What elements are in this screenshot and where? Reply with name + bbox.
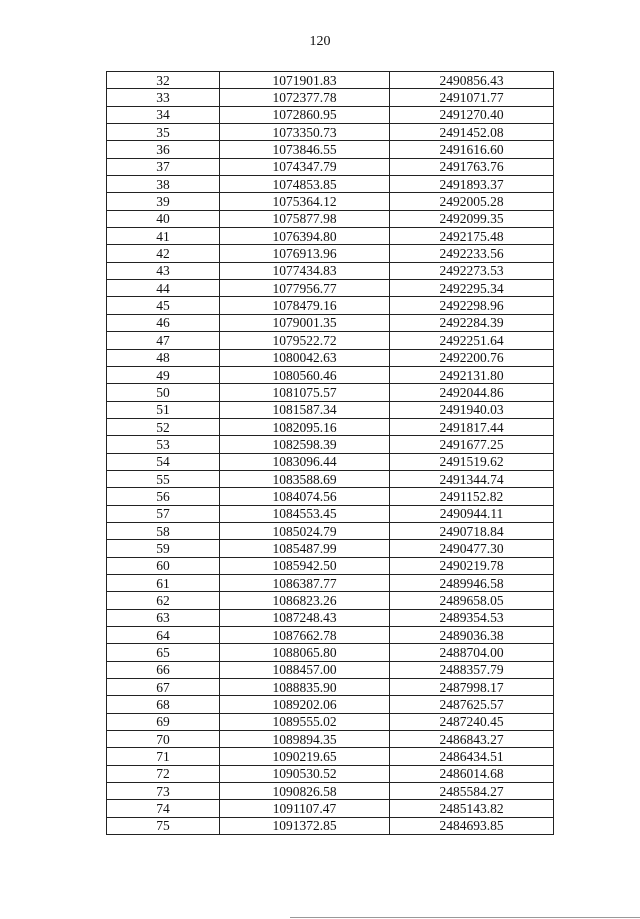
point-number-cell: 38: [107, 176, 220, 193]
y-coordinate-cell: 2490718.84: [390, 522, 554, 539]
point-number-cell: 50: [107, 384, 220, 401]
point-number-cell: 40: [107, 210, 220, 227]
point-number-cell: 34: [107, 106, 220, 123]
y-coordinate-cell: 2492273.53: [390, 262, 554, 279]
y-coordinate-cell: 2492284.39: [390, 314, 554, 331]
x-coordinate-cell: 1075877.98: [220, 210, 390, 227]
x-coordinate-cell: 1073846.55: [220, 141, 390, 158]
table-row: [107, 609, 554, 626]
table-row: [107, 280, 554, 297]
point-number-cell: 46: [107, 314, 220, 331]
y-coordinate-cell: 2491817.44: [390, 418, 554, 435]
x-coordinate-cell: 1087248.43: [220, 609, 390, 626]
y-coordinate-cell: 2492175.48: [390, 228, 554, 245]
table-row: [107, 505, 554, 522]
y-coordinate-cell: 2487998.17: [390, 679, 554, 696]
y-coordinate-cell: 2492298.96: [390, 297, 554, 314]
x-coordinate-cell: 1090219.65: [220, 748, 390, 765]
y-coordinate-cell: 2491616.60: [390, 141, 554, 158]
x-coordinate-cell: 1076913.96: [220, 245, 390, 262]
point-number-cell: 59: [107, 540, 220, 557]
y-coordinate-cell: 2484693.85: [390, 817, 554, 834]
y-coordinate-cell: 2492233.56: [390, 245, 554, 262]
point-number-cell: 74: [107, 800, 220, 817]
y-coordinate-cell: 2491270.40: [390, 106, 554, 123]
y-coordinate-cell: 2486434.51: [390, 748, 554, 765]
point-number-cell: 65: [107, 644, 220, 661]
point-number-cell: 61: [107, 574, 220, 591]
x-coordinate-cell: 1089894.35: [220, 731, 390, 748]
x-coordinate-cell: 1076394.80: [220, 228, 390, 245]
point-number-cell: 51: [107, 401, 220, 418]
point-number-cell: 55: [107, 470, 220, 487]
point-number-cell: 45: [107, 297, 220, 314]
point-number-cell: 57: [107, 505, 220, 522]
point-number-cell: 56: [107, 488, 220, 505]
x-coordinate-cell: 1077956.77: [220, 280, 390, 297]
x-coordinate-cell: 1082598.39: [220, 436, 390, 453]
table-row: [107, 765, 554, 782]
y-coordinate-cell: 2492200.76: [390, 349, 554, 366]
table-row: [107, 314, 554, 331]
table-row: [107, 713, 554, 730]
point-number-cell: 60: [107, 557, 220, 574]
table-row: [107, 817, 554, 834]
x-coordinate-cell: 1088065.80: [220, 644, 390, 661]
y-coordinate-cell: 2487240.45: [390, 713, 554, 730]
point-number-cell: 36: [107, 141, 220, 158]
x-coordinate-cell: 1074347.79: [220, 158, 390, 175]
y-coordinate-cell: 2491519.62: [390, 453, 554, 470]
y-coordinate-cell: 2491071.77: [390, 89, 554, 106]
y-coordinate-cell: 2488704.00: [390, 644, 554, 661]
point-number-cell: 43: [107, 262, 220, 279]
x-coordinate-cell: 1083096.44: [220, 453, 390, 470]
table-row: [107, 158, 554, 175]
y-coordinate-cell: 2489946.58: [390, 574, 554, 591]
x-coordinate-cell: 1072860.95: [220, 106, 390, 123]
y-coordinate-cell: 2491344.74: [390, 470, 554, 487]
x-coordinate-cell: 1078479.16: [220, 297, 390, 314]
table-row: [107, 332, 554, 349]
y-coordinate-cell: 2486843.27: [390, 731, 554, 748]
table-row: [107, 557, 554, 574]
x-coordinate-cell: 1084553.45: [220, 505, 390, 522]
y-coordinate-cell: 2492005.28: [390, 193, 554, 210]
y-coordinate-cell: 2486014.68: [390, 765, 554, 782]
y-coordinate-cell: 2487625.57: [390, 696, 554, 713]
table-row: [107, 124, 554, 141]
point-number-cell: 68: [107, 696, 220, 713]
x-coordinate-cell: 1090826.58: [220, 783, 390, 800]
x-coordinate-cell: 1072377.78: [220, 89, 390, 106]
y-coordinate-cell: 2492044.86: [390, 384, 554, 401]
table-row: [107, 297, 554, 314]
y-coordinate-cell: 2492131.80: [390, 366, 554, 383]
table-row: [107, 731, 554, 748]
y-coordinate-cell: 2492099.35: [390, 210, 554, 227]
point-number-cell: 47: [107, 332, 220, 349]
point-number-cell: 72: [107, 765, 220, 782]
y-coordinate-cell: 2491452.08: [390, 124, 554, 141]
table-row: [107, 696, 554, 713]
x-coordinate-cell: 1086823.26: [220, 592, 390, 609]
table-row: [107, 72, 554, 89]
point-number-cell: 64: [107, 627, 220, 644]
y-coordinate-cell: 2491763.76: [390, 158, 554, 175]
table-row: [107, 644, 554, 661]
y-coordinate-cell: 2485584.27: [390, 783, 554, 800]
point-number-cell: 33: [107, 89, 220, 106]
point-number-cell: 37: [107, 158, 220, 175]
page-number: 120: [309, 34, 331, 49]
bottom-rule: [290, 917, 640, 918]
table-row: [107, 401, 554, 418]
point-number-cell: 58: [107, 522, 220, 539]
x-coordinate-cell: 1086387.77: [220, 574, 390, 591]
y-coordinate-cell: 2489658.05: [390, 592, 554, 609]
x-coordinate-cell: 1080560.46: [220, 366, 390, 383]
coordinates-table: [106, 71, 554, 835]
y-coordinate-cell: 2492295.34: [390, 280, 554, 297]
x-coordinate-cell: 1089202.06: [220, 696, 390, 713]
table-row: [107, 418, 554, 435]
point-number-cell: 52: [107, 418, 220, 435]
point-number-cell: 62: [107, 592, 220, 609]
x-coordinate-cell: 1077434.83: [220, 262, 390, 279]
x-coordinate-cell: 1080042.63: [220, 349, 390, 366]
x-coordinate-cell: 1083588.69: [220, 470, 390, 487]
table-row: [107, 193, 554, 210]
point-number-cell: 53: [107, 436, 220, 453]
point-number-cell: 39: [107, 193, 220, 210]
table-row: [107, 679, 554, 696]
y-coordinate-cell: 2488357.79: [390, 661, 554, 678]
table-row: [107, 592, 554, 609]
y-coordinate-cell: 2490856.43: [390, 72, 554, 89]
x-coordinate-cell: 1090530.52: [220, 765, 390, 782]
point-number-cell: 54: [107, 453, 220, 470]
x-coordinate-cell: 1088835.90: [220, 679, 390, 696]
table-row: [107, 384, 554, 401]
table-row: [107, 522, 554, 539]
point-number-cell: 48: [107, 349, 220, 366]
y-coordinate-cell: 2490219.78: [390, 557, 554, 574]
table-row: [107, 366, 554, 383]
y-coordinate-cell: 2490944.11: [390, 505, 554, 522]
y-coordinate-cell: 2489354.53: [390, 609, 554, 626]
x-coordinate-cell: 1087662.78: [220, 627, 390, 644]
x-coordinate-cell: 1079522.72: [220, 332, 390, 349]
y-coordinate-cell: 2491677.25: [390, 436, 554, 453]
x-coordinate-cell: 1071901.83: [220, 72, 390, 89]
table-row: [107, 436, 554, 453]
table-row: [107, 540, 554, 557]
x-coordinate-cell: 1081075.57: [220, 384, 390, 401]
point-number-cell: 42: [107, 245, 220, 262]
y-coordinate-cell: 2492251.64: [390, 332, 554, 349]
table-row: [107, 470, 554, 487]
x-coordinate-cell: 1085024.79: [220, 522, 390, 539]
point-number-cell: 66: [107, 661, 220, 678]
y-coordinate-cell: 2491940.03: [390, 401, 554, 418]
x-coordinate-cell: 1073350.73: [220, 124, 390, 141]
table-row: [107, 262, 554, 279]
point-number-cell: 35: [107, 124, 220, 141]
table-row: [107, 627, 554, 644]
point-number-cell: 69: [107, 713, 220, 730]
x-coordinate-cell: 1081587.34: [220, 401, 390, 418]
y-coordinate-cell: 2491893.37: [390, 176, 554, 193]
point-number-cell: 49: [107, 366, 220, 383]
y-coordinate-cell: 2485143.82: [390, 800, 554, 817]
table-row: [107, 176, 554, 193]
x-coordinate-cell: 1088457.00: [220, 661, 390, 678]
point-number-cell: 44: [107, 280, 220, 297]
table-row: [107, 574, 554, 591]
x-coordinate-cell: 1089555.02: [220, 713, 390, 730]
table-row: [107, 349, 554, 366]
point-number-cell: 67: [107, 679, 220, 696]
table-row: [107, 89, 554, 106]
y-coordinate-cell: 2489036.38: [390, 627, 554, 644]
coordinates-table-body: [107, 72, 554, 835]
x-coordinate-cell: 1074853.85: [220, 176, 390, 193]
x-coordinate-cell: 1085487.99: [220, 540, 390, 557]
table-row: [107, 106, 554, 123]
x-coordinate-cell: 1082095.16: [220, 418, 390, 435]
y-coordinate-cell: 2491152.82: [390, 488, 554, 505]
table-row: [107, 210, 554, 227]
x-coordinate-cell: 1075364.12: [220, 193, 390, 210]
point-number-cell: 32: [107, 72, 220, 89]
x-coordinate-cell: 1091372.85: [220, 817, 390, 834]
y-coordinate-cell: 2490477.30: [390, 540, 554, 557]
table-row: [107, 488, 554, 505]
point-number-cell: 70: [107, 731, 220, 748]
x-coordinate-cell: 1079001.35: [220, 314, 390, 331]
point-number-cell: 63: [107, 609, 220, 626]
table-row: [107, 783, 554, 800]
table-row: [107, 245, 554, 262]
x-coordinate-cell: 1085942.50: [220, 557, 390, 574]
table-row: [107, 141, 554, 158]
table-row: [107, 800, 554, 817]
table-row: [107, 228, 554, 245]
point-number-cell: 73: [107, 783, 220, 800]
x-coordinate-cell: 1084074.56: [220, 488, 390, 505]
point-number-cell: 75: [107, 817, 220, 834]
table-row: [107, 661, 554, 678]
point-number-cell: 71: [107, 748, 220, 765]
x-coordinate-cell: 1091107.47: [220, 800, 390, 817]
table-row: [107, 748, 554, 765]
table-row: [107, 453, 554, 470]
point-number-cell: 41: [107, 228, 220, 245]
